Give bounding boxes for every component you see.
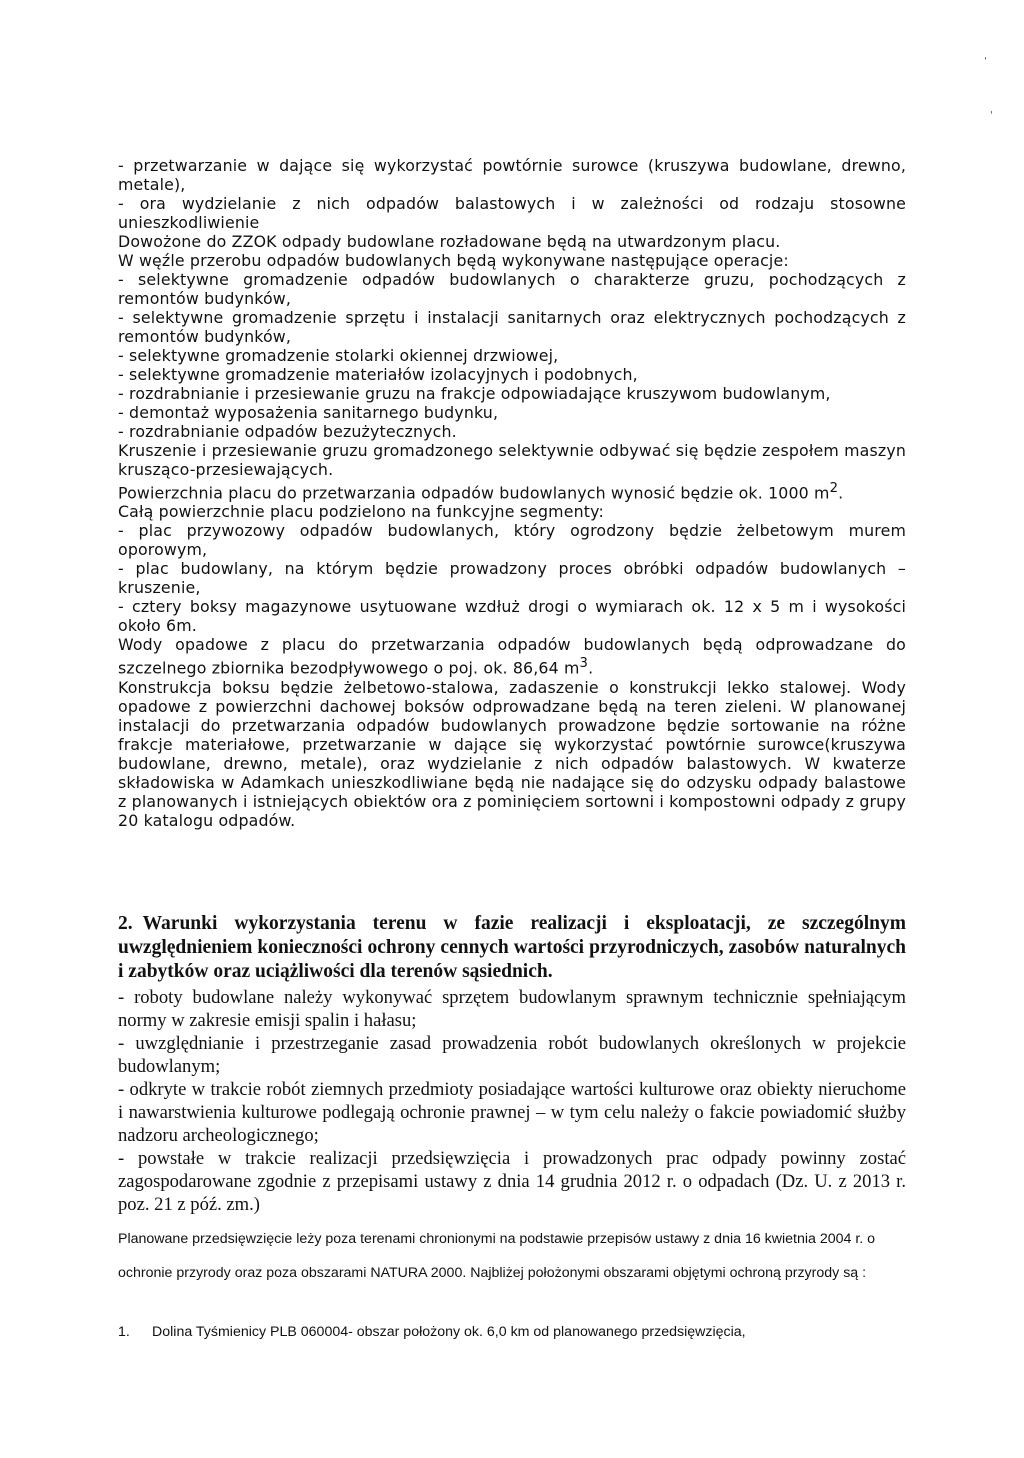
section-2-body — [118, 986, 906, 1216]
natura-paragraph-block — [118, 1222, 908, 1290]
paragraph: - selektywne gromadzenie sprzętu i instalacji sanitarnych oraz elektrycznych pochodzących z remontów budynków, — [118, 308, 906, 346]
area-superscript: 2 — [829, 481, 839, 496]
list-item-text: Dolina Tyśmienicy PLB 060004- obszar położony ok. 6,0 km od planowanego przedsięwzięcia, — [152, 1324, 746, 1340]
paragraph: Kruszenie i przesiewanie gruzu gromadzonego selektywnie odbywać się będzie zespołem maszyn krusząco-przesiewających. — [118, 441, 906, 479]
volume-paragraph — [118, 635, 906, 677]
list-paragraph: - uwzględnianie i przestrzeganie zasad prowadzenia robót budowlanych określonych w projekcie budowlanym; — [118, 1033, 906, 1077]
list-number: 1. — [118, 1324, 130, 1340]
paragraph: - rozdrabnianie i przesiewanie gruzu na frakcje odpowiadające kruszywom budowlanym, — [118, 384, 831, 403]
scan-mark: ' — [990, 110, 993, 121]
volume-superscript: 3 — [579, 656, 589, 672]
paragraph: Konstrukcja boksu będzie żelbetowo-stalowa, zadaszenie o konstrukcji lekko stalowej. Wody opadowe z powierzchni dachowej boksów odprowadzane będą na teren zieleni. W planowanej instalacji do przetwarzania odpadów budowlanych prowadzone będzie sortowanie na różne frakcje materiałowe, przetwarzanie w dające się wykorzystać powtórnie surowce(kruszywa budowlane, drewno, metale), oraz wydzielanie z nich odpadów balastowych. W kwaterze składowiska w Adamkach unieszkodliwiane będą nie nadające się do odzysku odpady balastowe z planowanych i istniejących obiektów ora z pominięciem sortowni i kompostowni odpady z grupy 20 katalogu odpadów. — [118, 677, 906, 830]
paragraph: - plac budowlany, na którym będzie prowadzony proces obróbki odpadów budowlanych – kruszenie, — [118, 559, 906, 598]
area-tail: . — [838, 483, 844, 503]
list-paragraph: - roboty budowlane należy wykonywać sprzętem budowlanym sprawnym technicznie spełniającym normy w zakresie emisji spalin i hałasu; — [118, 987, 906, 1031]
paragraph: Całą powierzchnie placu podzielono na funkcyjne segmenty: — [118, 502, 604, 522]
volume-text: Wody opadowe z placu do przetwarzania odpadów budowlanych będą odprowadzane do szczelnego zbiornika bezodpływowego o poj. ok. 86,64 m — [118, 635, 906, 678]
section-title: Warunki wykorzystania terenu w fazie realizacji i eksploatacji, ze szczególnym uwzględnieniem konieczności ochrony cennych wartości przyrodniczych, zasobów naturalnych i zabytków oraz uciążliwości dla terenów sąsiednich. — [118, 913, 906, 982]
list-paragraph: - powstałe w trakcie realizacji przedsięwzięcia i prowadzonych prac odpady powinny zostać zagospodarowane zgodnie z przepisami ustawy z dnia 14 grudnia 2012 r. o odpadach (Dz. U. z 2013 r. poz. 21 z póź. zm.) — [118, 1148, 906, 1215]
section-1-body — [118, 156, 906, 830]
protected-area-item — [118, 1320, 746, 1344]
volume-tail: . — [588, 658, 594, 678]
area-paragraph — [118, 479, 906, 502]
natura-paragraph: Planowane przedsięwzięcie leży poza terenami chronionymi na podstawie przepisów ustawy z dnia 16 kwietnia 2004 r. o ochronie przyrody oraz poza obszarami NATURA 2000. Najbliżej położonymi obszarami objętymi ochroną przyrody są : — [118, 1231, 876, 1281]
paragraph: W węźle przerobu odpadów budowlanych będą wykonywane następujące operacje: — [118, 251, 789, 270]
section-2-heading — [118, 912, 906, 984]
paragraph: - plac przywozowy odpadów budowlanych, który ogrodzony będzie żelbetowym murem oporowym, — [118, 521, 906, 560]
paragraph: - demontaż wyposażenia sanitarnego budynku, — [118, 403, 499, 422]
area-text: Powierzchnia placu do przetwarzania odpadów budowlanych wynosić będzie ok. 1000 m — [118, 483, 830, 503]
paragraph: Dowożone do ZZOK odpady budowlane rozładowane będą na utwardzonym placu. — [118, 232, 781, 251]
paragraph: - rozdrabnianie odpadów bezużytecznych. — [118, 422, 457, 441]
paragraph: - selektywne gromadzenie odpadów budowlanych o charakterze gruzu, pochodzących z remontów budynków, — [118, 270, 906, 308]
section-number: 2. — [118, 913, 133, 934]
scan-mark: ' — [984, 56, 987, 67]
paragraph: - ora wydzielanie z nich odpadów balastowych i w zależności od rodzaju stosowne unieszkodliwienie — [118, 194, 906, 232]
paragraph: - cztery boksy magazynowe usytuowane wzdłuż drogi o wymiarach ok. 12 x 5 m i wysokości około 6m. — [118, 597, 906, 636]
list-paragraph: - odkryte w trakcie robót ziemnych przedmioty posiadające wartości kulturowe oraz obiekty nieruchome i nawarstwienia kulturowe podlegają ochronie prawnej – w tym celu należy o fakcie powiadomić służby nadzoru archeologicznego; — [118, 1079, 906, 1146]
paragraph: - selektywne gromadzenie stolarki okiennej drzwiowej, — [118, 346, 559, 365]
paragraph: - przetwarzanie w dające się wykorzystać powtórnie surowce (kruszywa budowlane, drewno, metale), — [118, 156, 906, 194]
paragraph: - selektywne gromadzenie materiałów izolacyjnych i podobnych, — [118, 365, 638, 384]
